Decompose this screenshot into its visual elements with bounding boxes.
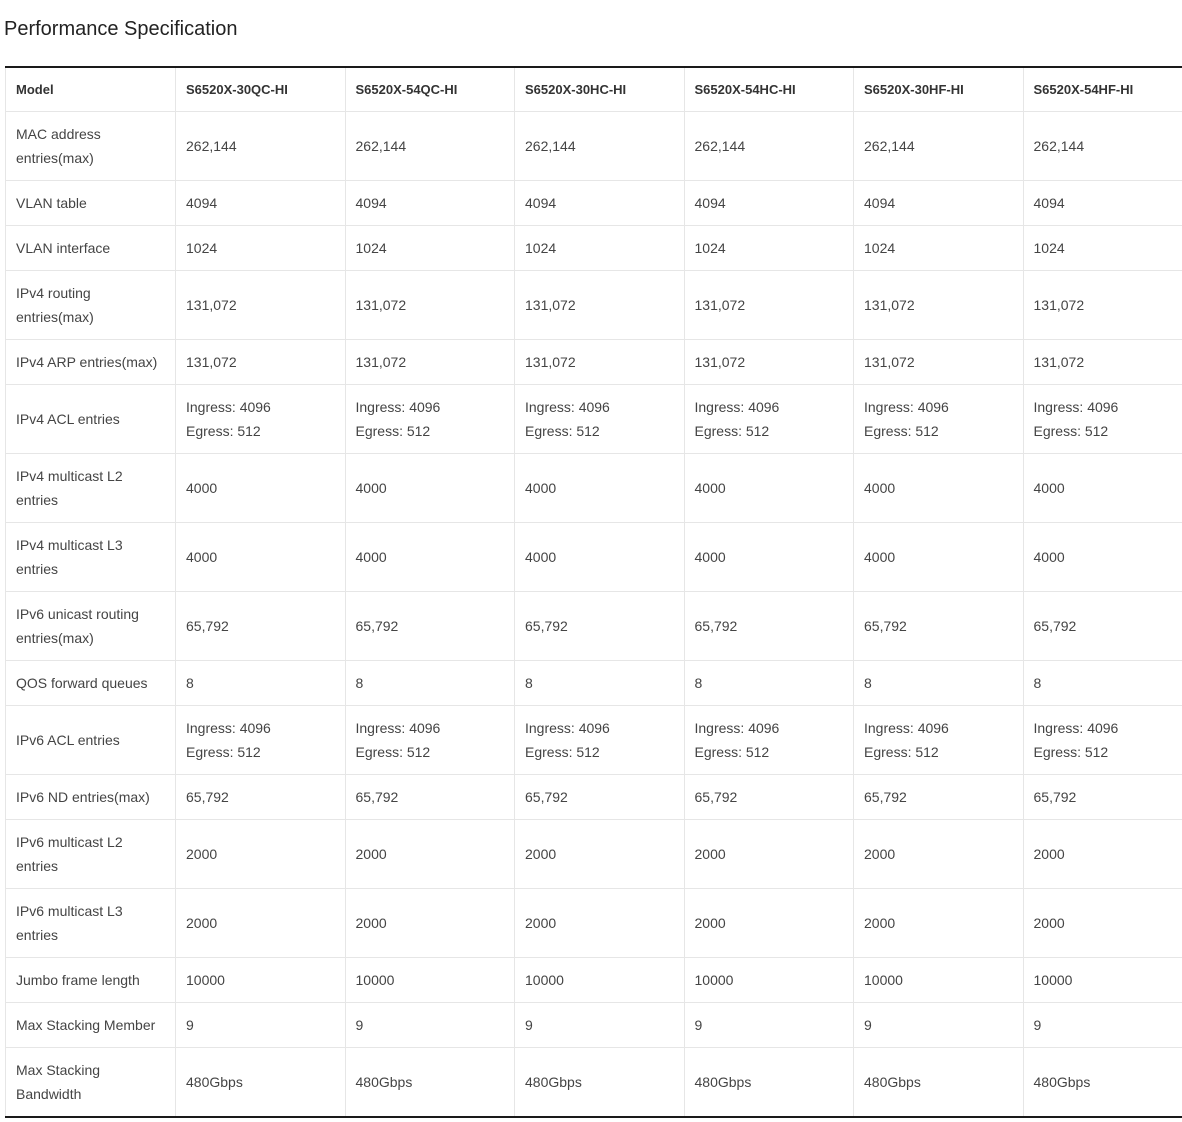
cell-value: 10000: [694, 972, 734, 988]
table-row: [6, 661, 1182, 706]
table-cell: [176, 706, 346, 775]
table-cell: [684, 181, 854, 226]
cell-value: 8: [525, 675, 533, 691]
table-cell: [515, 385, 685, 454]
table-cell: [345, 661, 515, 706]
table-row: [6, 454, 1182, 523]
table-cell: [176, 1003, 346, 1048]
cell-value: Ingress: 4096: [694, 399, 780, 415]
cell-value: 480Gbps: [355, 1074, 413, 1090]
cell-value: 262,144: [864, 138, 915, 154]
table-cell: [345, 775, 515, 820]
row-label: IPv6 ND entries(max): [6, 775, 176, 820]
cell-value: 4000: [1033, 549, 1065, 565]
table-cell: [515, 661, 685, 706]
cell-value: 4000: [186, 480, 218, 496]
table-cell: [515, 820, 685, 889]
cell-value: 2000: [864, 915, 896, 931]
table-row: [6, 1048, 1182, 1118]
cell-value: 9: [525, 1017, 533, 1033]
page-title: Performance Specification: [4, 18, 238, 40]
cell-value: 2000: [694, 846, 726, 862]
cell-value: 65,792: [525, 789, 568, 805]
column-header: S6520X-30HC-HI: [515, 67, 685, 112]
table-cell: [1023, 958, 1182, 1003]
cell-value: 65,792: [1033, 789, 1077, 805]
table-cell: [176, 271, 346, 340]
table-cell: [684, 661, 854, 706]
table-cell: [684, 454, 854, 523]
cell-value: 2000: [525, 915, 557, 931]
table-row: [6, 385, 1182, 454]
cell-value: Ingress: 4096: [525, 399, 610, 415]
table-cell: [684, 592, 854, 661]
cell-value: 131,072: [1033, 354, 1085, 370]
cell-value: Ingress: 4096: [186, 720, 271, 736]
table-cell: [515, 889, 685, 958]
table-cell: [684, 112, 854, 181]
table-row: [6, 340, 1182, 385]
table-cell: [345, 385, 515, 454]
table-cell: [854, 112, 1024, 181]
table-cell: [854, 1048, 1024, 1118]
cell-value: 4094: [355, 195, 387, 211]
column-header: S6520X-54QC-HI: [345, 67, 515, 112]
table-row: [6, 820, 1182, 889]
cell-value: Ingress: 4096: [355, 720, 441, 736]
table-cell: [684, 775, 854, 820]
cell-value: 4000: [864, 480, 896, 496]
cell-value: 65,792: [186, 789, 229, 805]
table-cell: [176, 661, 346, 706]
cell-value: Ingress: 4096: [186, 399, 271, 415]
cell-value: Egress: 512: [1033, 744, 1109, 760]
cell-value: 131,072: [1033, 297, 1085, 313]
cell-value: 10000: [864, 972, 903, 988]
cell-value: 65,792: [694, 618, 738, 634]
cell-value: 480Gbps: [694, 1074, 752, 1090]
cell-value: Egress: 512: [525, 744, 600, 760]
cell-value: 4000: [525, 549, 557, 565]
cell-value: 480Gbps: [186, 1074, 243, 1090]
table-cell: [854, 523, 1024, 592]
cell-value: 4094: [186, 195, 218, 211]
row-label: Jumbo frame length: [6, 958, 176, 1003]
cell-value: 4000: [694, 480, 726, 496]
table-cell: [176, 592, 346, 661]
table-cell: [345, 1003, 515, 1048]
table-cell: [515, 706, 685, 775]
table-cell: [176, 775, 346, 820]
cell-value: 4000: [694, 549, 726, 565]
cell-value: 8: [864, 675, 872, 691]
table-cell: [345, 226, 515, 271]
row-label: IPv6 unicast routing entries(max): [6, 592, 176, 661]
table-cell: [515, 1003, 685, 1048]
table-cell: [854, 226, 1024, 271]
cell-value: 65,792: [355, 618, 399, 634]
row-label: Max Stacking Member: [6, 1003, 176, 1048]
column-header-model: Model: [6, 67, 176, 112]
table-cell: [1023, 112, 1182, 181]
cell-value: 4094: [525, 195, 557, 211]
table-cell: [684, 340, 854, 385]
table-cell: [684, 1048, 854, 1118]
table-cell: [854, 1003, 1024, 1048]
cell-value: 8: [355, 675, 364, 691]
table-cell: [515, 226, 685, 271]
table-cell: [854, 385, 1024, 454]
cell-value: 131,072: [694, 354, 746, 370]
cell-value: Egress: 512: [694, 423, 770, 439]
cell-value: 480Gbps: [1033, 1074, 1091, 1090]
cell-value: 131,072: [186, 354, 237, 370]
cell-value: 2000: [355, 846, 387, 862]
table-cell: [684, 523, 854, 592]
cell-value: 2000: [1033, 915, 1065, 931]
table-cell: [345, 112, 515, 181]
table-cell: [684, 889, 854, 958]
cell-value: 9: [1033, 1017, 1042, 1033]
table-cell: [684, 226, 854, 271]
cell-value: 8: [1033, 675, 1042, 691]
table-cell: [854, 181, 1024, 226]
cell-value: 4000: [355, 549, 387, 565]
table-cell: [345, 592, 515, 661]
table-cell: [684, 271, 854, 340]
table-cell: [854, 889, 1024, 958]
table-cell: [515, 454, 685, 523]
row-label: IPv4 multicast L3 entries: [6, 523, 176, 592]
cell-value: 131,072: [525, 354, 576, 370]
cell-value: Egress: 512: [864, 744, 939, 760]
table-cell: [345, 271, 515, 340]
cell-value: Egress: 512: [525, 423, 600, 439]
row-label: QOS forward queues: [6, 661, 176, 706]
row-label: IPv4 routing entries(max): [6, 271, 176, 340]
cell-value: 131,072: [694, 297, 746, 313]
row-label: Max Stacking Bandwidth: [6, 1048, 176, 1118]
table-cell: [854, 454, 1024, 523]
table-cell: [1023, 385, 1182, 454]
cell-value: 10000: [355, 972, 395, 988]
table-cell: [515, 340, 685, 385]
cell-value: 65,792: [694, 789, 738, 805]
row-label: IPv6 multicast L2 entries: [6, 820, 176, 889]
cell-value: 4094: [694, 195, 726, 211]
cell-value: 131,072: [186, 297, 237, 313]
table-row: [6, 523, 1182, 592]
cell-value: 65,792: [864, 618, 907, 634]
table-row: [6, 889, 1182, 958]
cell-value: Egress: 512: [1033, 423, 1109, 439]
table-row: [6, 181, 1182, 226]
table-cell: [515, 271, 685, 340]
cell-value: 10000: [186, 972, 225, 988]
cell-value: 131,072: [525, 297, 576, 313]
cell-value: 10000: [525, 972, 564, 988]
cell-value: 1024: [186, 240, 218, 256]
cell-value: 2000: [864, 846, 896, 862]
cell-value: 4094: [1033, 195, 1065, 211]
table-cell: [515, 523, 685, 592]
cell-value: 480Gbps: [525, 1074, 582, 1090]
table-cell: [1023, 1003, 1182, 1048]
cell-value: 1024: [694, 240, 726, 256]
cell-value: 4000: [1033, 480, 1065, 496]
cell-value: Ingress: 4096: [1033, 399, 1119, 415]
cell-value: 4000: [186, 549, 218, 565]
table-cell: [176, 820, 346, 889]
table-cell: [345, 820, 515, 889]
cell-value: Ingress: 4096: [355, 399, 441, 415]
table-cell: [854, 775, 1024, 820]
performance-spec-table: [5, 66, 1182, 1118]
cell-value: 1024: [355, 240, 387, 256]
cell-value: 262,144: [1033, 138, 1085, 154]
table-cell: [515, 592, 685, 661]
cell-value: 4000: [864, 549, 896, 565]
cell-value: Ingress: 4096: [864, 720, 949, 736]
table-cell: [176, 1048, 346, 1118]
table-cell: [1023, 889, 1182, 958]
column-header: S6520X-54HF-HI: [1023, 67, 1182, 112]
cell-value: 2000: [355, 915, 387, 931]
column-header: S6520X-54HC-HI: [684, 67, 854, 112]
table-cell: [345, 340, 515, 385]
cell-value: Ingress: 4096: [694, 720, 780, 736]
cell-value: 65,792: [186, 618, 229, 634]
cell-value: 262,144: [186, 138, 237, 154]
table-cell: [345, 958, 515, 1003]
row-label: VLAN interface: [6, 226, 176, 271]
cell-value: 65,792: [525, 618, 568, 634]
cell-value: 4000: [355, 480, 387, 496]
table-cell: [345, 1048, 515, 1118]
table-cell: [1023, 775, 1182, 820]
table-cell: [684, 958, 854, 1003]
table-cell: [684, 820, 854, 889]
cell-value: Egress: 512: [355, 744, 431, 760]
column-header: S6520X-30HF-HI: [854, 67, 1024, 112]
table-row: [6, 112, 1182, 181]
table-row: [6, 706, 1182, 775]
cell-value: Egress: 512: [355, 423, 431, 439]
cell-value: Ingress: 4096: [1033, 720, 1119, 736]
table-cell: [176, 385, 346, 454]
cell-value: 2000: [186, 915, 218, 931]
cell-value: 2000: [525, 846, 557, 862]
table-row: [6, 592, 1182, 661]
table-cell: [515, 112, 685, 181]
cell-value: 1024: [525, 240, 557, 256]
table-cell: [1023, 523, 1182, 592]
cell-value: 131,072: [355, 297, 407, 313]
cell-value: 8: [694, 675, 703, 691]
table-cell: [515, 775, 685, 820]
table-cell: [1023, 592, 1182, 661]
table-cell: [1023, 340, 1182, 385]
table-cell: [345, 706, 515, 775]
table-cell: [1023, 1048, 1182, 1118]
cell-value: 131,072: [864, 297, 915, 313]
table-cell: [854, 661, 1024, 706]
cell-value: 1024: [1033, 240, 1065, 256]
table-cell: [176, 958, 346, 1003]
cell-value: Egress: 512: [864, 423, 939, 439]
cell-value: Egress: 512: [694, 744, 770, 760]
table-cell: [1023, 820, 1182, 889]
table-cell: [176, 523, 346, 592]
table-cell: [1023, 226, 1182, 271]
row-label: IPv6 multicast L3 entries: [6, 889, 176, 958]
table-cell: [345, 523, 515, 592]
table-cell: [854, 706, 1024, 775]
table-cell: [345, 181, 515, 226]
cell-value: 4000: [525, 480, 557, 496]
column-header: S6520X-30QC-HI: [176, 67, 346, 112]
table-cell: [1023, 271, 1182, 340]
cell-value: 262,144: [694, 138, 746, 154]
table-cell: [854, 271, 1024, 340]
cell-value: 262,144: [525, 138, 576, 154]
cell-value: 1024: [864, 240, 896, 256]
table-cell: [1023, 454, 1182, 523]
row-label: IPv4 ACL entries: [6, 385, 176, 454]
table-cell: [854, 592, 1024, 661]
row-label: VLAN table: [6, 181, 176, 226]
table-cell: [1023, 661, 1182, 706]
table-cell: [515, 1048, 685, 1118]
table-cell: [515, 181, 685, 226]
table-cell: [345, 889, 515, 958]
table-cell: [854, 820, 1024, 889]
row-label: IPv4 ARP entries(max): [6, 340, 176, 385]
table-row: [6, 775, 1182, 820]
cell-value: Ingress: 4096: [525, 720, 610, 736]
row-label: IPv6 ACL entries: [6, 706, 176, 775]
cell-value: Egress: 512: [186, 423, 261, 439]
row-label: MAC address entries(max): [6, 112, 176, 181]
cell-value: Egress: 512: [186, 744, 261, 760]
cell-value: 9: [694, 1017, 703, 1033]
table-cell: [1023, 181, 1182, 226]
table-cell: [176, 454, 346, 523]
cell-value: 9: [864, 1017, 872, 1033]
table-cell: [515, 958, 685, 1003]
cell-value: 9: [186, 1017, 194, 1033]
table-cell: [345, 454, 515, 523]
table-header-row: [6, 67, 1182, 112]
table-cell: [176, 226, 346, 271]
table-row: [6, 1003, 1182, 1048]
table-row: [6, 271, 1182, 340]
table-cell: [854, 958, 1024, 1003]
table-cell: [176, 340, 346, 385]
cell-value: 131,072: [355, 354, 407, 370]
cell-value: 65,792: [355, 789, 399, 805]
table-row: [6, 226, 1182, 271]
cell-value: 262,144: [355, 138, 407, 154]
cell-value: 10000: [1033, 972, 1073, 988]
cell-value: 2000: [694, 915, 726, 931]
cell-value: 65,792: [1033, 618, 1077, 634]
table-cell: [176, 889, 346, 958]
cell-value: 4094: [864, 195, 896, 211]
cell-value: Ingress: 4096: [864, 399, 949, 415]
cell-value: 9: [355, 1017, 364, 1033]
cell-value: 2000: [186, 846, 218, 862]
cell-value: 2000: [1033, 846, 1065, 862]
table-cell: [854, 340, 1024, 385]
table-cell: [176, 181, 346, 226]
table-cell: [684, 385, 854, 454]
table-cell: [684, 706, 854, 775]
table-body: [6, 112, 1182, 1118]
table-cell: [684, 1003, 854, 1048]
cell-value: 131,072: [864, 354, 915, 370]
table-cell: [1023, 706, 1182, 775]
cell-value: 8: [186, 675, 194, 691]
row-label: IPv4 multicast L2 entries: [6, 454, 176, 523]
cell-value: 65,792: [864, 789, 907, 805]
cell-value: 480Gbps: [864, 1074, 921, 1090]
table-row: [6, 958, 1182, 1003]
table-cell: [176, 112, 346, 181]
